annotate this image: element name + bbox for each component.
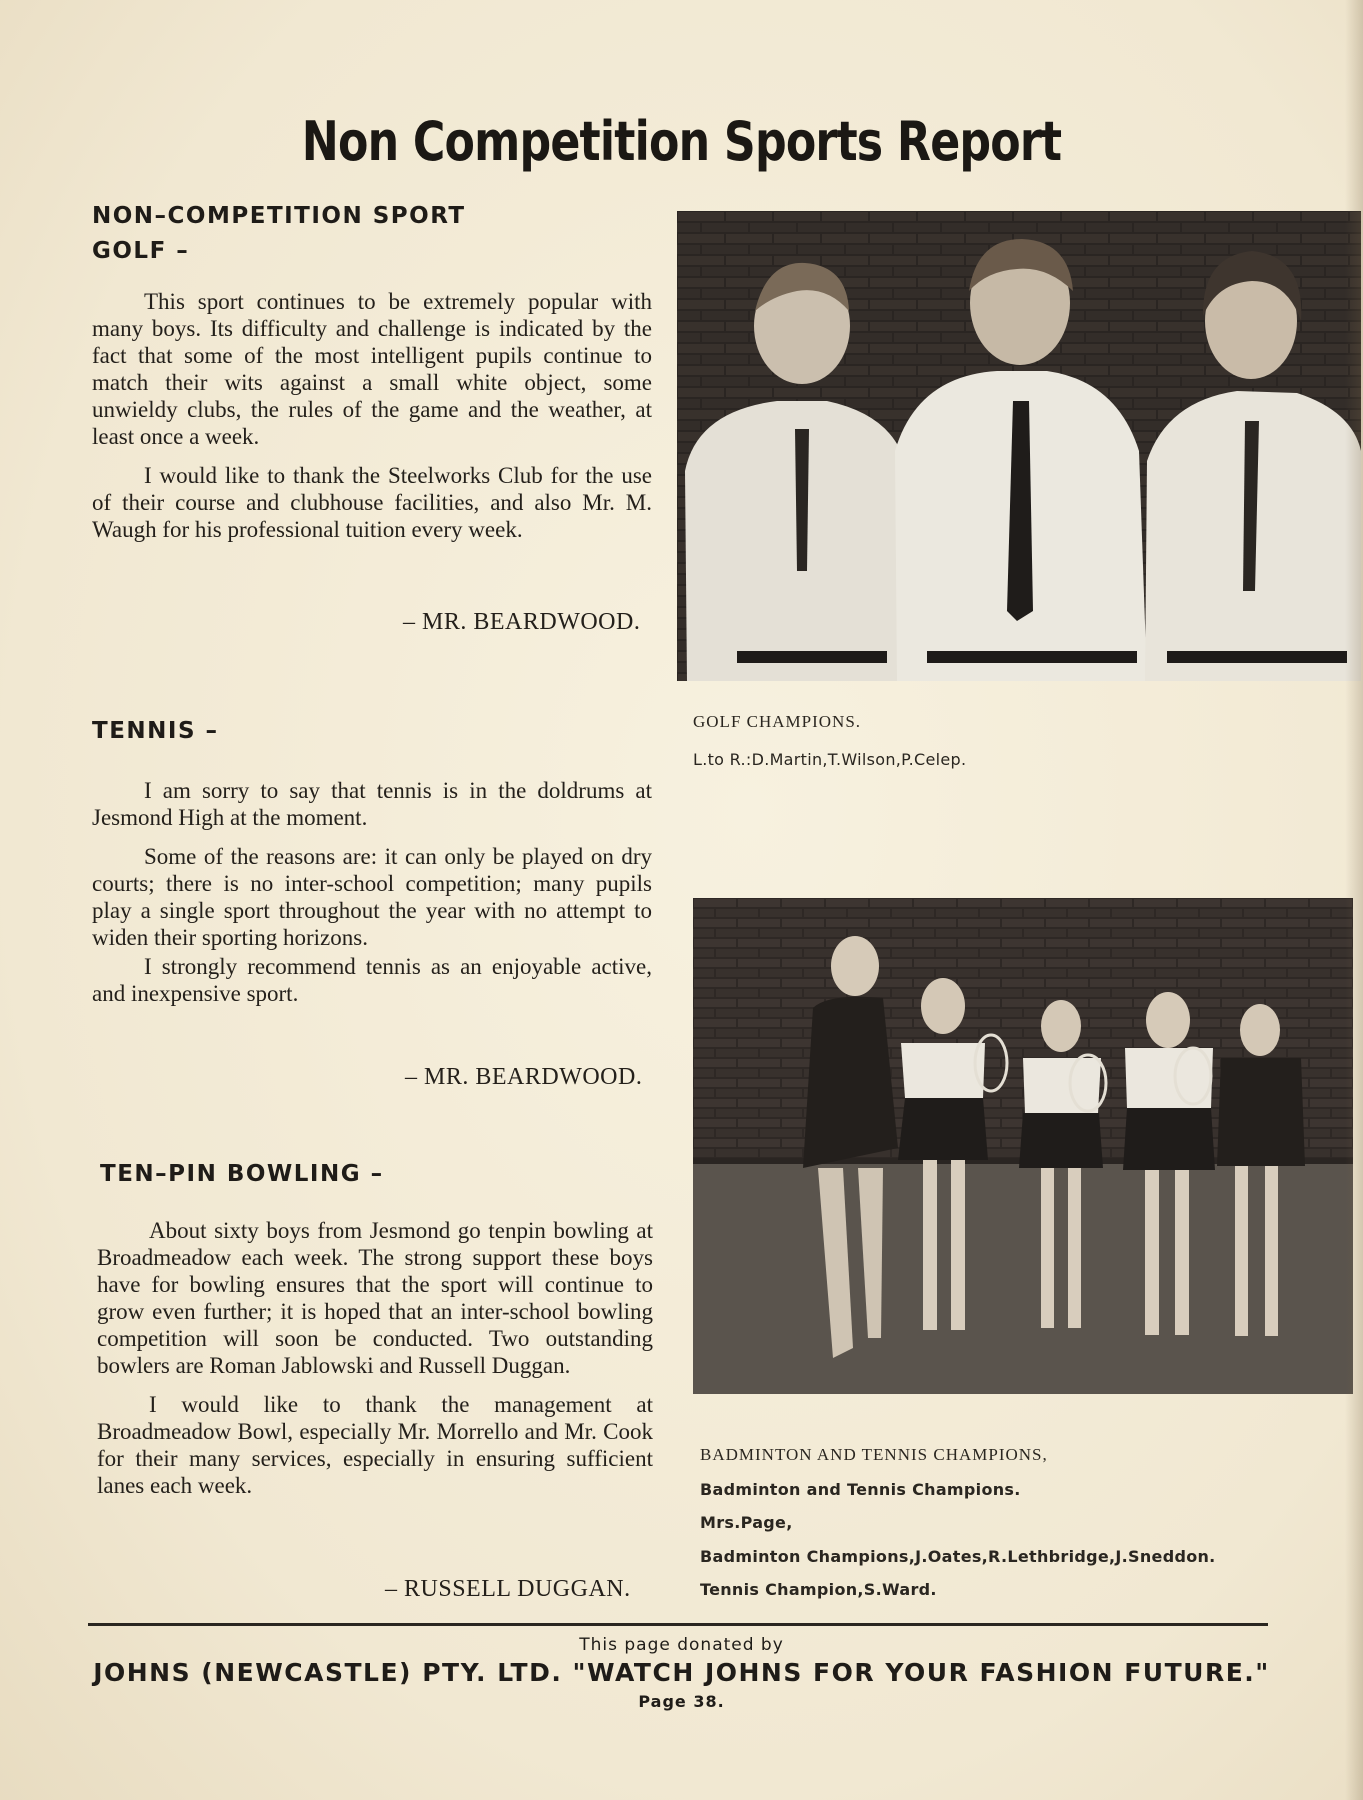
tenpin-article — [97, 1217, 653, 1511]
tennis-paragraph-2: Some of the reasons are: it can only be played on dry courts; there is no inter-school competition; many pupils play a single sport throughout the year with no attempt to widen their sporting horizons. — [92, 844, 652, 950]
tennis-paragraph-3: I strongly recommend tennis as an enjoyable active, and inexpensive sport. — [92, 954, 652, 1006]
golf-caption-names: L.to R.:D.Martin,T.Wilson,P.Celep. — [693, 750, 967, 769]
tennis-heading: TENNIS – — [92, 718, 219, 744]
tennis-signature: – MR. BEARDWOOD. — [405, 1064, 643, 1090]
tennis-paragraph-1: I am sorry to say that tennis is in the doldrums at Jesmond High at the moment. — [92, 778, 652, 830]
tenpin-paragraph-1: About sixty boys from Jesmond go tenpin bowling at Broadmeadow each week. The strong support these boys have for bowling ensures that the sport will continue to grow even further; it is hoped that an inter-school bowling competition will soon be conducted. Two outstanding bowlers are Roman Jablowski and Russell Duggan. — [97, 1218, 653, 1378]
tenpin-heading: TEN–PIN BOWLING – — [100, 1161, 384, 1187]
page-title: Non Competition Sports Report — [301, 110, 1062, 173]
footer-divider — [88, 1623, 1268, 1626]
golf-paragraph-1: This sport continues to be extremely popular with many boys. Its difficulty and challenge is indicated by the fact that some of the most intelligent pupils continue to match their wits against a small white object, some unwieldy clubs, the rules of the game and the weather, at least once a week. — [92, 289, 652, 449]
section-heading: NON–COMPETITION SPORT — [92, 203, 466, 229]
golf-heading: GOLF – — [92, 238, 190, 264]
golf-photo-image — [677, 211, 1361, 681]
golf-paragraph-2: I would like to thank the Steelworks Club for the use of their course and clubhouse facilities, and also Mr. M. Waugh for his professional tuition every week. — [92, 463, 652, 542]
page-edge-shadow — [1345, 0, 1363, 1800]
badminton-caption-line: Badminton Champions,J.Oates,R.Lethbridge,J.Sneddon. — [700, 1547, 1216, 1566]
page-number: Page 38. — [638, 1692, 725, 1711]
footer-donated: This page donated by — [579, 1635, 784, 1655]
tenpin-paragraph-2: I would like to thank the management at Broadmeadow Bowl, especially Mr. Morrello and Mr. Cook for their many services, especially in ensuring sufficient lanes each week. — [97, 1392, 653, 1498]
badminton-champions-photo — [693, 898, 1353, 1394]
golf-caption-title: GOLF CHAMPIONS. — [693, 712, 862, 731]
badminton-caption-line: Badminton and Tennis Champions. — [700, 1480, 1021, 1499]
golf-signature: – MR. BEARDWOOD. — [403, 609, 641, 635]
badminton-photo-image — [693, 898, 1353, 1394]
tenpin-signature: – RUSSELL DUGGAN. — [385, 1576, 631, 1602]
badminton-caption-line: Mrs.Page, — [700, 1513, 793, 1532]
tennis-article — [92, 777, 652, 1019]
badminton-caption-line: Tennis Champion,S.Ward. — [700, 1580, 937, 1599]
footer-sponsor: JOHNS (NEWCASTLE) PTY. LTD. "WATCH JOHNS FOR YOUR FASHION FUTURE." — [93, 1658, 1270, 1687]
badminton-caption-title: BADMINTON AND TENNIS CHAMPIONS, — [700, 1445, 1048, 1464]
golf-article — [92, 288, 652, 555]
golf-champions-photo — [677, 211, 1361, 681]
